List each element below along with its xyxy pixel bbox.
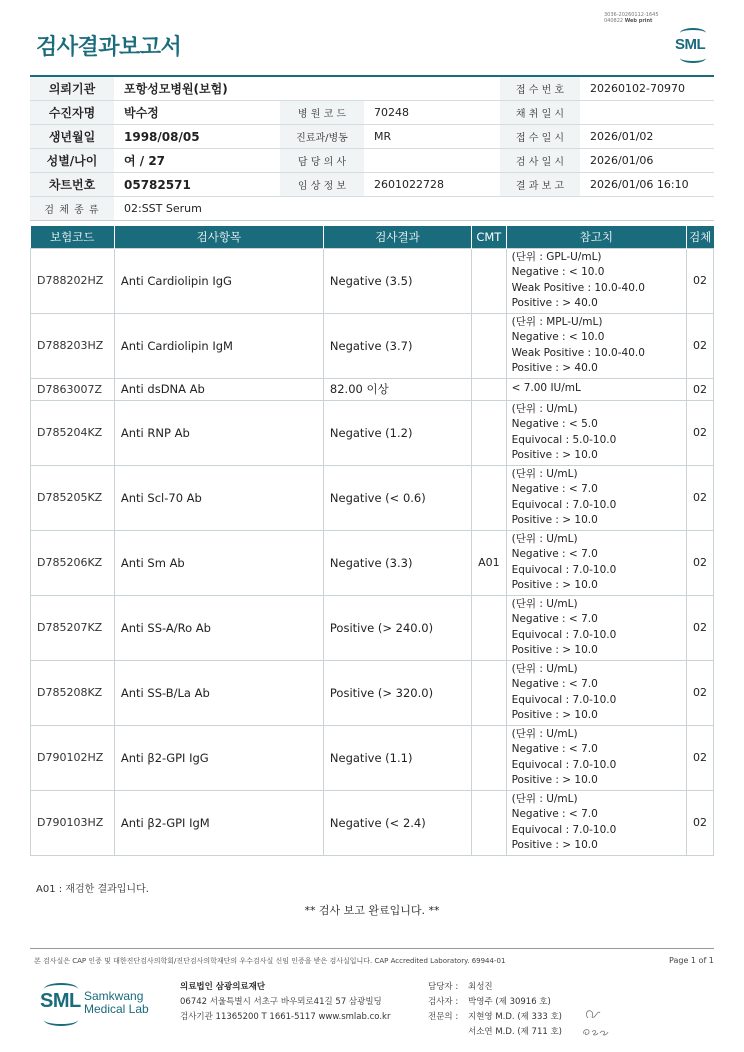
reference-line: Negative : < 7.0 <box>511 548 598 560</box>
reference-cell <box>506 378 686 400</box>
test-item-cell: Anti Cardiolipin IgM <box>114 313 323 378</box>
table-row <box>31 465 714 530</box>
info-value: 2026/01/06 16:10 <box>590 178 689 191</box>
reference-line: Equivocal : 7.0-10.0 <box>511 498 617 511</box>
reference-line: Equivocal : 7.0-10.0 <box>511 693 617 706</box>
reference-line: Negative : < 7.0 <box>511 678 598 690</box>
staff-name: 지현영 M.D. (제 333 호) <box>468 1012 563 1022</box>
reference-line: Positive : > 10.0 <box>511 644 598 656</box>
staff-role <box>428 1025 468 1040</box>
reference-line: (단위 : U/mL) <box>511 597 578 610</box>
test-item-cell: Anti Scl-70 Ab <box>114 465 323 530</box>
reference-line: (단위 : U/mL) <box>511 727 578 740</box>
reference-cell <box>506 595 686 660</box>
test-code-cell: D788202HZ <box>31 248 115 313</box>
page-number: Page 1 of 1 <box>669 956 714 965</box>
reference-cell <box>506 400 686 465</box>
web-print-label: Web print <box>624 18 653 24</box>
test-item-cell: Anti SS-A/Ro Ab <box>114 595 323 660</box>
specimen-cell: 02 <box>686 790 713 855</box>
specimen-cell: 02 <box>686 530 713 595</box>
comment-cell <box>472 595 507 660</box>
reference-line: Equivocal : 5.0-10.0 <box>511 433 617 446</box>
info-value: 20260102-70970 <box>590 82 685 95</box>
reference-line: (단위 : MPL-U/mL) <box>511 315 603 328</box>
reference-line: Positive : > 10.0 <box>511 709 598 721</box>
header-code: 보험코드 <box>31 226 115 248</box>
test-item-cell: Anti dsDNA Ab <box>114 378 323 400</box>
logo-name-line1: Samkwang <box>84 989 144 1003</box>
reference-line: Weak Positive : 10.0-40.0 <box>511 346 645 359</box>
test-result-cell: Positive (> 320.0) <box>323 660 471 725</box>
specimen-cell: 02 <box>686 595 713 660</box>
specimen-cell: 02 <box>686 465 713 530</box>
comment-cell <box>472 725 507 790</box>
test-result-cell: Negative (3.7) <box>323 313 471 378</box>
test-code-cell: D785207KZ <box>31 595 115 660</box>
reference-cell <box>506 530 686 595</box>
signature-icon <box>580 1004 620 1040</box>
info-value: 05782571 <box>124 177 191 192</box>
info-label: 병 원 코 드 <box>280 101 364 124</box>
info-label: 채 취 일 시 <box>500 101 580 124</box>
reference-line: Negative : < 7.0 <box>511 808 598 820</box>
reference-line: < 7.00 IU/mL <box>511 382 581 395</box>
reference-line: Equivocal : 7.0-10.0 <box>511 628 617 641</box>
info-label: 접 수 번 호 <box>500 77 580 100</box>
reference-line: Negative : < 7.0 <box>511 613 598 625</box>
reference-line: Negative : < 10.0 <box>511 266 605 278</box>
staff-info <box>428 980 562 1040</box>
sml-logo <box>672 26 714 66</box>
reference-cell <box>506 313 686 378</box>
samkwang-logo <box>36 980 196 1028</box>
reference-line: (단위 : GPL-U/mL) <box>511 250 602 263</box>
reference-line: Negative : < 5.0 <box>511 418 598 430</box>
reference-line: (단위 : U/mL) <box>511 532 578 545</box>
reference-line: (단위 : U/mL) <box>511 662 578 675</box>
logo-text: SML <box>675 36 706 53</box>
footer-divider <box>30 948 714 949</box>
info-value: 2601022728 <box>374 178 444 191</box>
reference-cell <box>506 725 686 790</box>
info-value: 2026/01/06 <box>590 154 654 167</box>
table-row <box>31 790 714 855</box>
info-label: 생년월일 <box>30 125 114 148</box>
reference-cell <box>506 790 686 855</box>
results-table <box>30 226 714 856</box>
reference-line: Positive : > 10.0 <box>511 579 598 591</box>
info-value: 70248 <box>374 106 409 119</box>
comment-cell <box>472 465 507 530</box>
header-result: 검사결과 <box>323 226 471 248</box>
test-result-cell: Negative (3.3) <box>323 530 471 595</box>
info-row-specimen <box>30 197 714 221</box>
specimen-cell: 02 <box>686 400 713 465</box>
logo-text: SML <box>40 990 81 1012</box>
logo-name-line2: Medical Lab <box>84 1002 149 1016</box>
staff-name: 박영주 (제 30916 호) <box>468 997 551 1007</box>
reference-cell <box>506 248 686 313</box>
info-label: 검 사 일 시 <box>500 149 580 172</box>
info-label: 수진자명 <box>30 101 114 124</box>
test-code-cell: D785208KZ <box>31 660 115 725</box>
doc-code: 3036-20260112-1645 <box>604 12 659 18</box>
test-result-cell: Negative (< 0.6) <box>323 465 471 530</box>
reference-line: Equivocal : 7.0-10.0 <box>511 823 617 836</box>
comment-cell <box>472 248 507 313</box>
report-complete-text: ** 검사 보고 완료입니다. ** <box>304 904 440 917</box>
reference-line: Positive : > 10.0 <box>511 514 598 526</box>
reference-line: Positive : > 10.0 <box>511 774 598 786</box>
org-address: 06742 서울특별시 서초구 바우뫼로41길 57 삼광빌딩 <box>180 997 382 1007</box>
specimen-cell: 02 <box>686 313 713 378</box>
header-specimen: 검체 <box>686 226 713 248</box>
test-result-cell: Positive (> 240.0) <box>323 595 471 660</box>
table-row <box>31 378 714 400</box>
test-item-cell: Anti Sm Ab <box>114 530 323 595</box>
logo-arc-bottom <box>44 1014 78 1026</box>
comment-cell <box>472 313 507 378</box>
patient-info-table <box>30 75 714 221</box>
specimen-label: 검 체 종 류 <box>30 197 114 220</box>
info-row <box>30 149 714 173</box>
staff-row <box>428 995 562 1010</box>
test-code-cell: D788203HZ <box>31 313 115 378</box>
specimen-value: 02:SST Serum <box>124 202 202 215</box>
reference-line: Equivocal : 7.0-10.0 <box>511 563 617 576</box>
info-value: MR <box>374 130 392 143</box>
test-code-cell: D785205KZ <box>31 465 115 530</box>
info-label: 접 수 일 시 <box>500 125 580 148</box>
page-title: 검사결과보고서 <box>36 35 182 60</box>
reference-cell <box>506 660 686 725</box>
table-row <box>31 248 714 313</box>
org-name: 의료법인 삼광의료재단 <box>180 982 266 992</box>
header-reference: 참고치 <box>506 226 686 248</box>
table-row <box>31 530 714 595</box>
staff-role: 검사자 : <box>428 997 459 1007</box>
results-header-row <box>31 226 714 248</box>
certification-text: 본 검사실은 CAP 인증 및 대한진단검사의학회/진단검사의학재단의 우수검사실 신임 인증을 받은 검사실입니다. CAP Accredited Laboratory. 69944-01 <box>34 957 506 965</box>
reference-line: (단위 : U/mL) <box>511 792 578 805</box>
organization-info <box>180 980 390 1025</box>
reference-line: (단위 : U/mL) <box>511 402 578 415</box>
comment-cell: A01 <box>472 530 507 595</box>
org-contact: 검사기관 11365200 T 1661-5117 www.smlab.co.kr <box>180 1012 391 1022</box>
info-label: 의뢰기관 <box>30 77 114 100</box>
test-result-cell: Negative (1.2) <box>323 400 471 465</box>
specimen-cell: 02 <box>686 725 713 790</box>
comment-cell <box>472 660 507 725</box>
info-label: 결 과 보 고 <box>500 173 580 196</box>
results-body <box>31 248 714 855</box>
comment-cell <box>472 400 507 465</box>
logo-name <box>84 990 149 1016</box>
table-row <box>31 595 714 660</box>
staff-role: 담당자 : <box>428 982 459 992</box>
comment-cell <box>472 378 507 400</box>
reference-line: Weak Positive : 10.0-40.0 <box>511 281 645 294</box>
info-label: 성별/나이 <box>30 149 114 172</box>
staff-name: 최성진 <box>468 982 493 992</box>
reference-line: Negative : < 7.0 <box>511 743 598 755</box>
table-row <box>31 400 714 465</box>
header-cmt: CMT <box>472 226 507 248</box>
header-item: 검사항목 <box>114 226 323 248</box>
specimen-cell: 02 <box>686 378 713 400</box>
info-value: 여 / 27 <box>124 154 166 168</box>
info-value <box>580 101 714 124</box>
info-value: 박수정 <box>124 106 159 120</box>
staff-role: 전문의 : <box>428 1012 459 1022</box>
info-label: 진료과/병동 <box>280 125 364 148</box>
reference-line: Positive : > 10.0 <box>511 449 598 461</box>
test-result-cell: Negative (< 2.4) <box>323 790 471 855</box>
comment-cell <box>472 790 507 855</box>
reference-line: Positive : > 10.0 <box>511 839 598 851</box>
test-item-cell: Anti RNP Ab <box>114 400 323 465</box>
reference-line: Negative : < 7.0 <box>511 483 598 495</box>
test-code-cell: D785204KZ <box>31 400 115 465</box>
doc-code2: 040822 <box>604 18 624 24</box>
table-row <box>31 313 714 378</box>
info-row <box>30 125 714 149</box>
info-label: 차트번호 <box>30 173 114 196</box>
info-label: 담 당 의 사 <box>280 149 364 172</box>
table-row <box>31 725 714 790</box>
reference-line: (단위 : U/mL) <box>511 467 578 480</box>
test-result-cell: 82.00 이상 <box>323 378 471 400</box>
specimen-cell: 02 <box>686 248 713 313</box>
info-label: 임 상 정 보 <box>280 173 364 196</box>
info-value: 포항성모병원(보험) <box>124 82 228 96</box>
staff-row <box>428 1010 562 1025</box>
info-value: 2026/01/02 <box>590 130 654 143</box>
test-item-cell: Anti Cardiolipin IgG <box>114 248 323 313</box>
reference-cell <box>506 465 686 530</box>
reference-line: Negative : < 10.0 <box>511 331 605 343</box>
info-row <box>30 77 714 101</box>
test-code-cell: D7863007Z <box>31 378 115 400</box>
table-row <box>31 660 714 725</box>
info-row <box>30 101 714 125</box>
test-code-cell: D790103HZ <box>31 790 115 855</box>
test-result-cell: Negative (3.5) <box>323 248 471 313</box>
test-code-cell: D785206KZ <box>31 530 115 595</box>
info-value: 1998/08/05 <box>124 129 200 144</box>
info-row <box>30 173 714 197</box>
reference-line: Equivocal : 7.0-10.0 <box>511 758 617 771</box>
comment-note: A01 : 재검한 결과입니다. <box>36 884 149 895</box>
logo-arc-bottom <box>680 53 706 63</box>
info-value <box>364 149 500 172</box>
document-id <box>604 12 659 24</box>
test-item-cell: Anti β2-GPI IgG <box>114 725 323 790</box>
staff-row <box>428 1025 562 1040</box>
reference-line: Positive : > 40.0 <box>511 297 598 309</box>
test-result-cell: Negative (1.1) <box>323 725 471 790</box>
staff-row <box>428 980 562 995</box>
reference-line: Positive : > 40.0 <box>511 362 598 374</box>
specimen-cell: 02 <box>686 660 713 725</box>
test-item-cell: Anti β2-GPI IgM <box>114 790 323 855</box>
staff-name: 서소연 M.D. (제 711 호) <box>468 1027 563 1037</box>
test-item-cell: Anti SS-B/La Ab <box>114 660 323 725</box>
test-code-cell: D790102HZ <box>31 725 115 790</box>
